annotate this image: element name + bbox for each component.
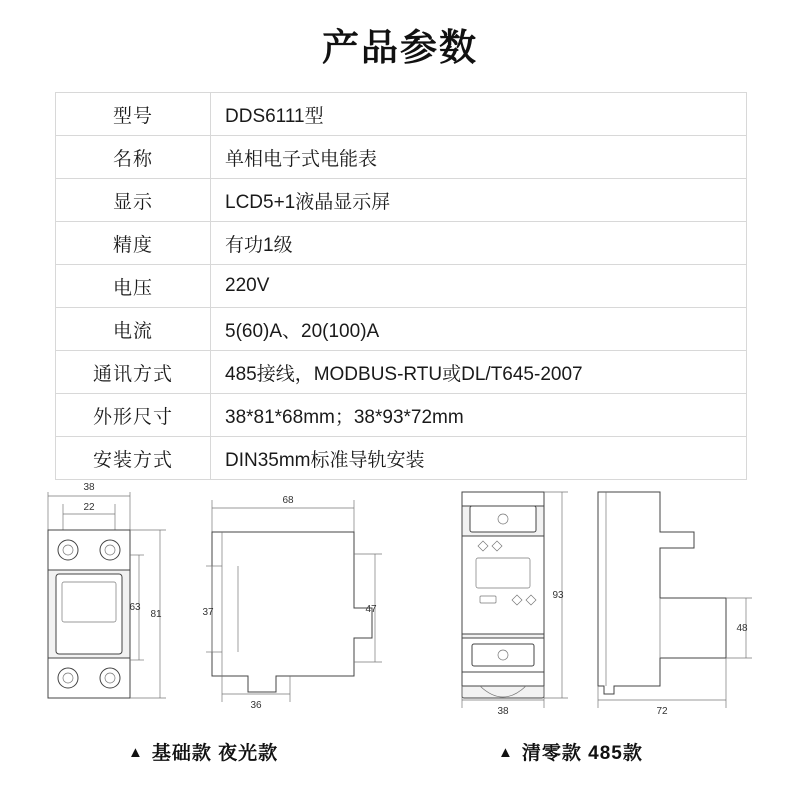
table-row [56,222,747,265]
spec-label: 名称 [56,136,211,179]
spec-value: 485接线，MODBUS-RTU或DL/T645-2007 [211,351,747,394]
spec-value: DDS6111型 [211,93,747,136]
drawing-left-front-view [48,482,166,698]
spec-value: 5(60)A、20(100)A [211,308,747,351]
dim-right-front-height: 93 [552,590,564,601]
spec-table-body [56,93,747,480]
drawing-right-side-view [598,492,752,717]
spec-value: 单相电子式电能表 [211,136,747,179]
spec-label: 电流 [56,308,211,351]
spec-value: 38*81*68mm；38*93*72mm [211,394,747,437]
table-row [56,179,747,222]
caption-left [128,738,278,765]
spec-label: 精度 [56,222,211,265]
dim-left-side-bottom: 36 [250,700,262,711]
caption-right [498,738,643,765]
spec-label: 外形尺寸 [56,394,211,437]
page-title: 产品参数 [322,27,478,68]
drawing-left-side-view [202,495,382,711]
spec-value: 有功1级 [211,222,747,265]
triangle-marker-icon: ▲ [128,744,144,761]
spec-label: 显示 [56,179,211,222]
dim-left-front-width-inner: 22 [83,502,95,513]
table-row [56,136,747,179]
table-row [56,265,747,308]
table-row [56,93,747,136]
spec-label: 电压 [56,265,211,308]
dim-left-front-height-inner: 63 [129,602,141,613]
dim-right-side-height: 48 [736,623,748,634]
dim-left-front-width-outer: 38 [83,482,95,493]
spec-value: DIN35mm标准导轨安装 [211,437,747,480]
spec-label: 安装方式 [56,437,211,480]
triangle-marker-icon: ▲ [498,744,514,761]
table-row [56,394,747,437]
dim-left-side-right: 47 [365,604,377,615]
drawings-svg [0,470,800,730]
spec-value: 220V [211,265,747,308]
dim-left-side-top: 68 [282,495,294,506]
caption-right-label: 清零款 485款 [521,743,643,764]
drawing-right-front-view [462,492,568,717]
dim-left-front-height-outer: 81 [150,609,162,620]
technical-drawings [0,470,800,730]
spec-table-container [55,92,747,480]
dim-left-side-left: 37 [202,607,214,618]
table-row [56,351,747,394]
dim-right-front-width: 38 [497,706,509,717]
spec-value: LCD5+1液晶显示屏 [211,179,747,222]
spec-label: 型号 [56,93,211,136]
spec-table [55,92,747,480]
spec-label: 通讯方式 [56,351,211,394]
caption-left-label: 基础款 夜光款 [151,743,279,764]
dim-right-side-width: 72 [656,706,668,717]
table-row [56,308,747,351]
drawing-captions [0,738,800,778]
